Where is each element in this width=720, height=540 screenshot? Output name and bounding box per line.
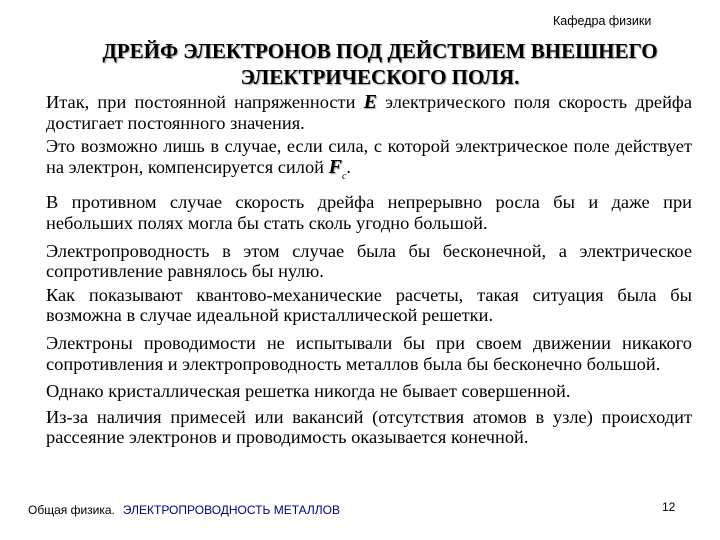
title-line-1: ДРЕЙФ ЭЛЕКТРОНОВ ПОД ДЕЙСТВИЕМ ВНЕШНЕГО bbox=[102, 39, 658, 63]
paragraph-5: Как показывают квантово-механические расчеты, такая ситуация была бы возможна в случае идеальной кристаллической решетки. bbox=[46, 284, 692, 326]
paragraph-3: В противном случае скорость дрейфа непрерывно росла бы и даже при небольших полях могла бы стать сколь угодно большой. bbox=[46, 192, 692, 233]
paragraph-2-text-a: Это возможно лишь в случае, если сила, с которой электрическое поле действует на электрон, компенсируется силой bbox=[46, 136, 692, 177]
paragraph-8: Из-за наличия примесей или вакансий (отсутствия атомов в узле) происходит рассеяние электронов и проводимость оказывается конечной. bbox=[46, 406, 692, 448]
paragraph-1 bbox=[46, 92, 692, 133]
title-line-2: ЭЛЕКТРИЧЕСКОГО ПОЛЯ. bbox=[240, 65, 520, 89]
paragraph-7: Однако кристаллическая решетка никогда не бывает совершенной. bbox=[46, 381, 571, 402]
paragraph-1-text-b: электрического поля скорость дрейфа достигает постоянного значения. bbox=[46, 92, 692, 133]
paragraph-2-text-b: . bbox=[346, 156, 351, 177]
slide-body bbox=[46, 92, 692, 448]
field-strength-symbol: E bbox=[363, 91, 377, 113]
force-subscript: c bbox=[341, 170, 347, 182]
footer-topic: ЭЛЕКТРОПРОВОДНОСТЬ МЕТАЛЛОВ bbox=[122, 503, 340, 517]
paragraph-6: Электроны проводимости не испытывали бы при своем движении никакого сопротивления и электропроводность металлов была бы бесконечно большой. bbox=[46, 332, 692, 374]
footer bbox=[28, 503, 340, 517]
paragraph-4: Электропроводность в этом случае была бы бесконечной, а электрическое сопротивление равнялось бы нулю. bbox=[46, 240, 692, 282]
page-number: 12 bbox=[662, 500, 676, 514]
paragraph-1-text-a: Итак, при постоянной напряженности bbox=[46, 92, 364, 112]
slide-title bbox=[40, 38, 720, 90]
footer-course: Общая физика. bbox=[28, 503, 115, 517]
force-symbol: F bbox=[328, 155, 342, 178]
paragraph-2 bbox=[46, 136, 692, 187]
department-label: Кафедра физики bbox=[553, 14, 652, 28]
